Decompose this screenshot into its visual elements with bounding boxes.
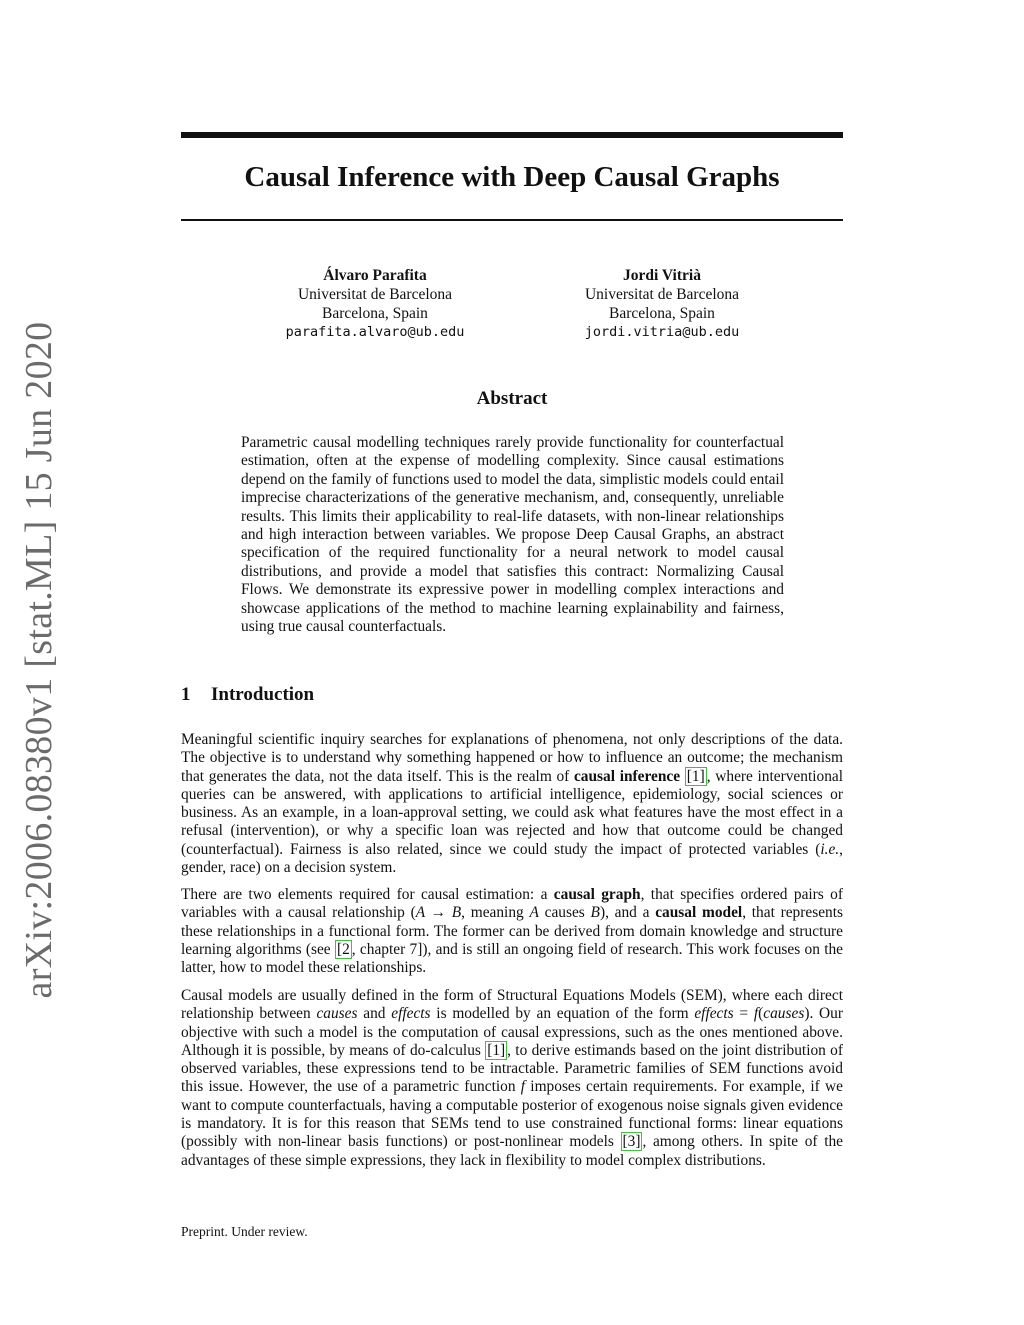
intro-paragraph-1 [181, 731, 843, 877]
arxiv-stamp [8, 321, 70, 999]
author-location: Barcelona, Spain [322, 305, 428, 322]
math-expression: A [529, 904, 539, 922]
text-run: , where interventional queries can be answered, with applications to artificial intelligence, epidemiology, social sciences or business. As an example, in a loan-approval setting, we could ask what features have the most effect in a refusal (intervention), or why a specific loan was rejected and how that outcome could be changed (counterfactual). Fairness is also related, since we could study the impact of protected variables ( [181, 767, 844, 858]
text-run: Meaningful scientific inquiry searches for explanations of phenomena, not only descriptions of the data. The objective is to understand why something happened or how to influence an outcome; the mechanism that generates the data, not the data itself. This is the realm of [181, 731, 843, 785]
paper-title: Causal Inference with Deep Causal Graphs [244, 161, 780, 193]
text-run: ( [758, 1005, 764, 1023]
intro-paragraph-3 [181, 987, 843, 1170]
text-run: , among others. In spite of the advantages of these simple expressions, they lack in flexibility to model complex distributions. [181, 1133, 843, 1169]
author-location: Barcelona, Spain [609, 305, 715, 322]
author-affiliation: Universitat de Barcelona [297, 286, 453, 303]
text-run: causes [538, 904, 591, 922]
bold-term: causal model [655, 904, 743, 922]
italic-term: causes [316, 1005, 358, 1023]
abstract-text: Parametric causal modelling techniques rarely provide functionality for counterfactual estimation, often at the expense of modelling complexity. Since causal estimations depend on the family of functions used to model the data, simplistic models could entail imprecise characterizations of the generative mechanism, and, consequently, unreliable results. This limits their applicability to real-life datasets, with non-linear relationships and high interaction between variables. We propose Deep Causal Graphs, an abstract specification of the required functionality for a neural network to model causal distributions, and provide a model that satisfies this contract: Normalizing Causal Flows. We demonstrate its expressive power in modelling complex interactions and showcase applications of the method to machine learning explainability and fairness, using true causal counterfactuals. [241, 434, 784, 636]
abstract-heading: Abstract [476, 388, 548, 409]
bold-term: causal inference [573, 767, 681, 785]
citation-link[interactable]: [2 [336, 940, 350, 958]
text-run: ), and a [599, 904, 656, 922]
citation-link[interactable]: [1] [487, 1041, 506, 1059]
author-block-1 [245, 266, 505, 342]
math-expression: B [590, 904, 600, 922]
intro-paragraph-2 [181, 886, 843, 977]
section-number: 1 [181, 684, 191, 705]
author-name: Jordi Vitrià [623, 267, 701, 284]
author-affiliation: Universitat de Barcelona [584, 286, 740, 303]
arxiv-id: arXiv:2006.08380v1 [stat.ML] 15 Jun 2020 [18, 321, 60, 999]
title-bottom-rule [181, 219, 843, 221]
section-title: Introduction [211, 684, 315, 705]
text-run: Causal models are usually defined in the form of Structural Equations Models (SEM), where each direct relationship between [181, 987, 843, 1023]
math-expression: effects [694, 1005, 734, 1023]
text-run: , gender, race) on a decision system. [181, 840, 843, 877]
text-run: , meaning [461, 904, 530, 922]
author-name: Álvaro Parafita [323, 267, 427, 284]
text-run: , to derive estimands based on the joint distribution of observed variables, these expressions tend to be intractable. Parametric families of SEM functions avoid this issue. However, the use of a parametric function [181, 1041, 844, 1096]
math-expression: f [520, 1078, 526, 1096]
preprint-footer: Preprint. Under review. [181, 1224, 308, 1239]
title-top-rule [181, 132, 843, 138]
text-run: is modelled by an equation of the form [430, 1005, 695, 1023]
math-expression: A → B [415, 904, 462, 922]
math-expression: causes [763, 1005, 805, 1023]
text-run: , that represents these relationships in a functional form. The former can be derived from domain knowledge and structure learning algorithms (see [181, 904, 843, 958]
italic-term: i.e. [820, 840, 840, 858]
text-run: = [733, 1005, 754, 1023]
citation-link[interactable]: [3] [622, 1133, 641, 1151]
italic-term: effects [391, 1005, 431, 1023]
math-expression: f [753, 1005, 759, 1023]
text-run: There are two elements required for causal estimation: a [181, 886, 554, 903]
bold-term: causal graph [553, 886, 641, 903]
text-run: imposes certain requirements. For example, if we want to compute counterfactuals, having a computable posterior of exogenous noise signals given evidence is mandatory. It is for this reason that SEMs tend to use constrained functional forms: linear equations (possibly with non-linear basis functions) or post-nonlinear models [181, 1078, 843, 1151]
author-email[interactable]: parafita.alvaro@ub.edu [285, 324, 465, 340]
citation-link[interactable]: [1] [686, 767, 705, 785]
text-run: and [357, 1005, 392, 1023]
author-email[interactable]: jordi.vitria@ub.edu [584, 324, 740, 340]
section-heading-introduction [181, 684, 314, 706]
text-run: , that specifies ordered pairs of variables with a causal relationship ( [181, 886, 843, 922]
author-block-2 [532, 266, 792, 342]
text-run: , chapter 7]), and is still an ongoing field of research. This work focuses on the latter, how to model these relationships. [181, 940, 843, 977]
text-run: ). Our objective with such a model is the computation of causal expressions, such as the ones mentioned above. Although it is possible, by means of do-calculus [181, 1005, 843, 1059]
